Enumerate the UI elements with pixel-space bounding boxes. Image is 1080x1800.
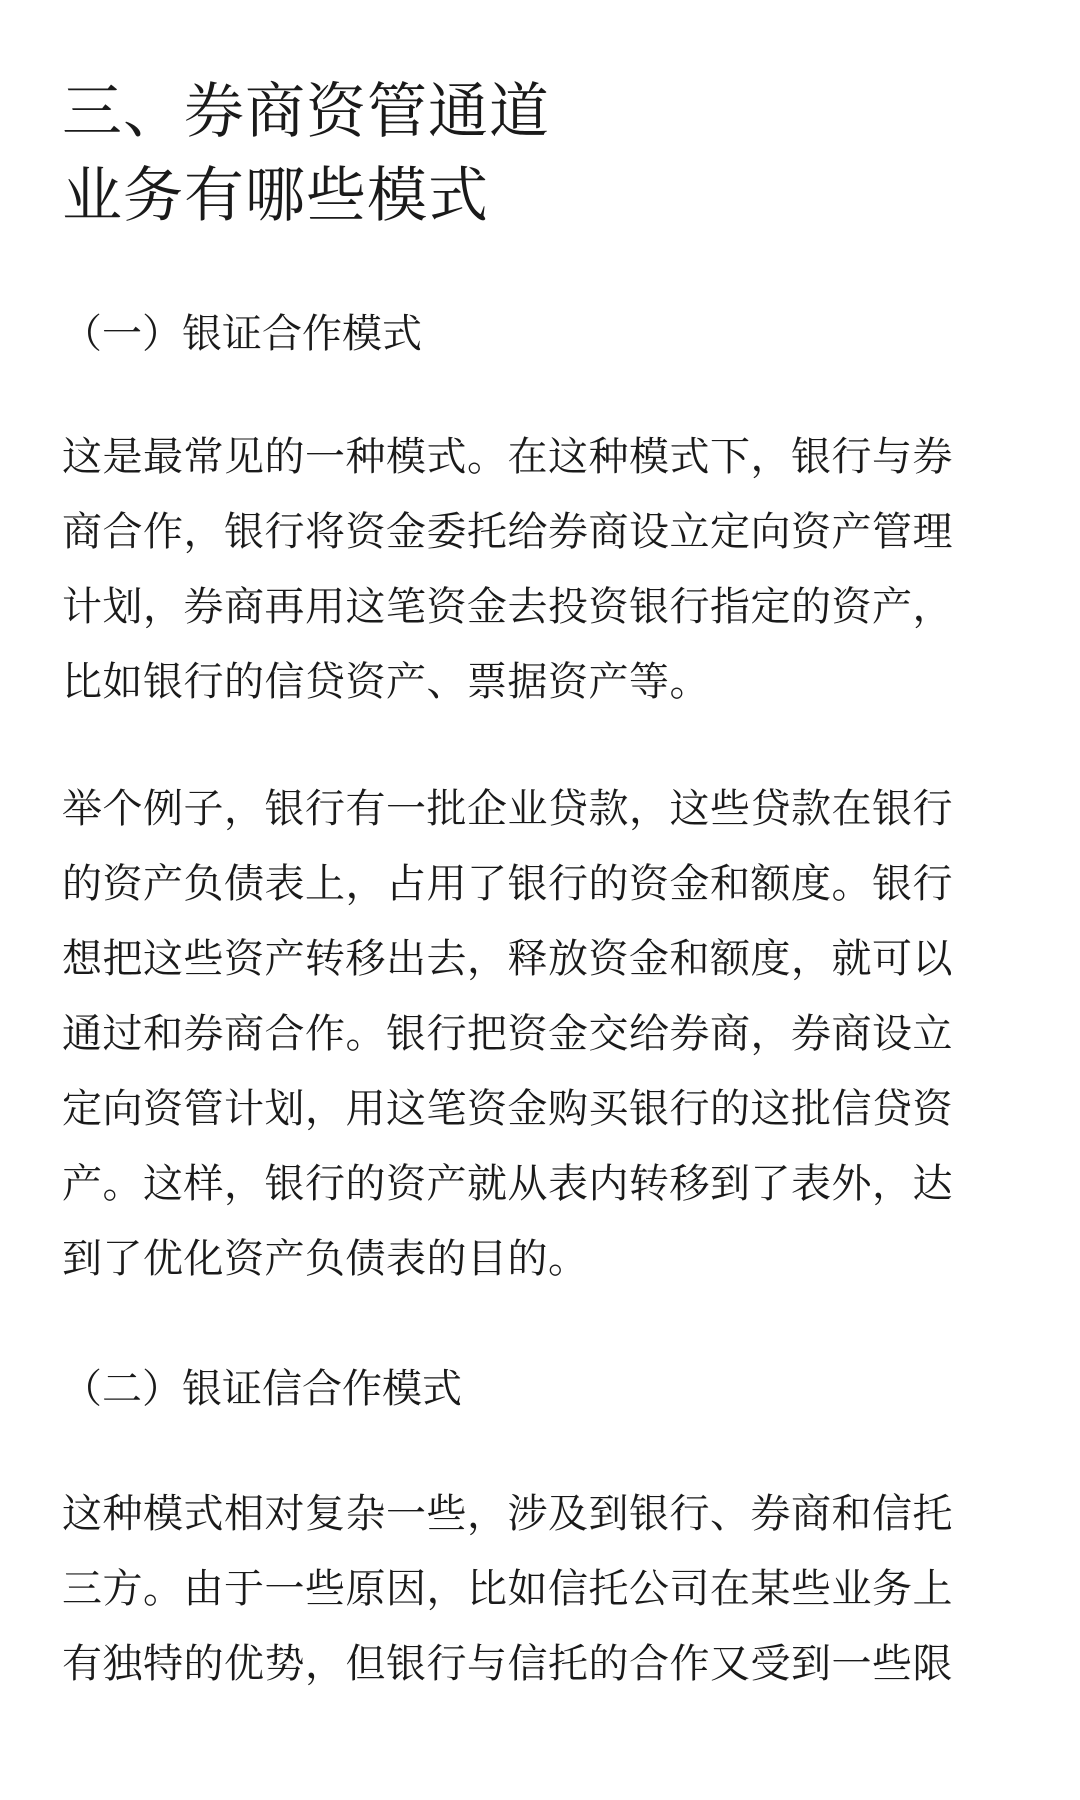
paragraph-line: 想把这些资产转移出去，释放资金和额度，就可以 <box>62 936 953 982</box>
paragraph-line: 有独特的优势，但银行与信托的合作又受到一些限 <box>62 1641 953 1687</box>
title-line: 业务有哪些模式 <box>62 161 489 231</box>
paragraph-line: 计划，券商再用这笔资金去投资银行指定的资产， <box>62 584 953 630</box>
paragraph-line: 到了优化资产负债表的目的。 <box>62 1236 589 1282</box>
section-heading-2: （二）银证信合作模式 <box>62 1366 462 1412</box>
paragraph-line: 定向资管计划，用这笔资金购买银行的这批信贷资 <box>62 1086 953 1132</box>
section-heading-1: （一）银证合作模式 <box>62 311 422 357</box>
paragraph-3 <box>62 1477 1032 1702</box>
article-title <box>62 70 1032 238</box>
paragraph-line: 举个例子，银行有一批企业贷款，这些贷款在银行 <box>62 786 953 832</box>
paragraph-1 <box>62 420 1032 720</box>
paragraph-line: 这是最常见的一种模式。在这种模式下，银行与券 <box>62 434 953 480</box>
paragraph-line: 商合作，银行将资金委托给券商设立定向资产管理 <box>62 509 953 555</box>
paragraph-line: 这种模式相对复杂一些，涉及到银行、券商和信托 <box>62 1491 953 1537</box>
paragraph-line: 的资产负债表上，占用了银行的资金和额度。银行 <box>62 861 953 907</box>
paragraph-2 <box>62 772 1032 1297</box>
paragraph-line: 通过和券商合作。银行把资金交给券商，券商设立 <box>62 1011 953 1057</box>
paragraph-line: 产。这样，银行的资产就从表内转移到了表外，达 <box>62 1161 953 1207</box>
paragraph-line: 比如银行的信贷资产、票据资产等。 <box>62 659 710 705</box>
title-line: 三、券商资管通道 <box>62 77 550 147</box>
paragraph-line: 三方。由于一些原因，比如信托公司在某些业务上 <box>62 1566 953 1612</box>
article-body <box>62 70 1032 1702</box>
